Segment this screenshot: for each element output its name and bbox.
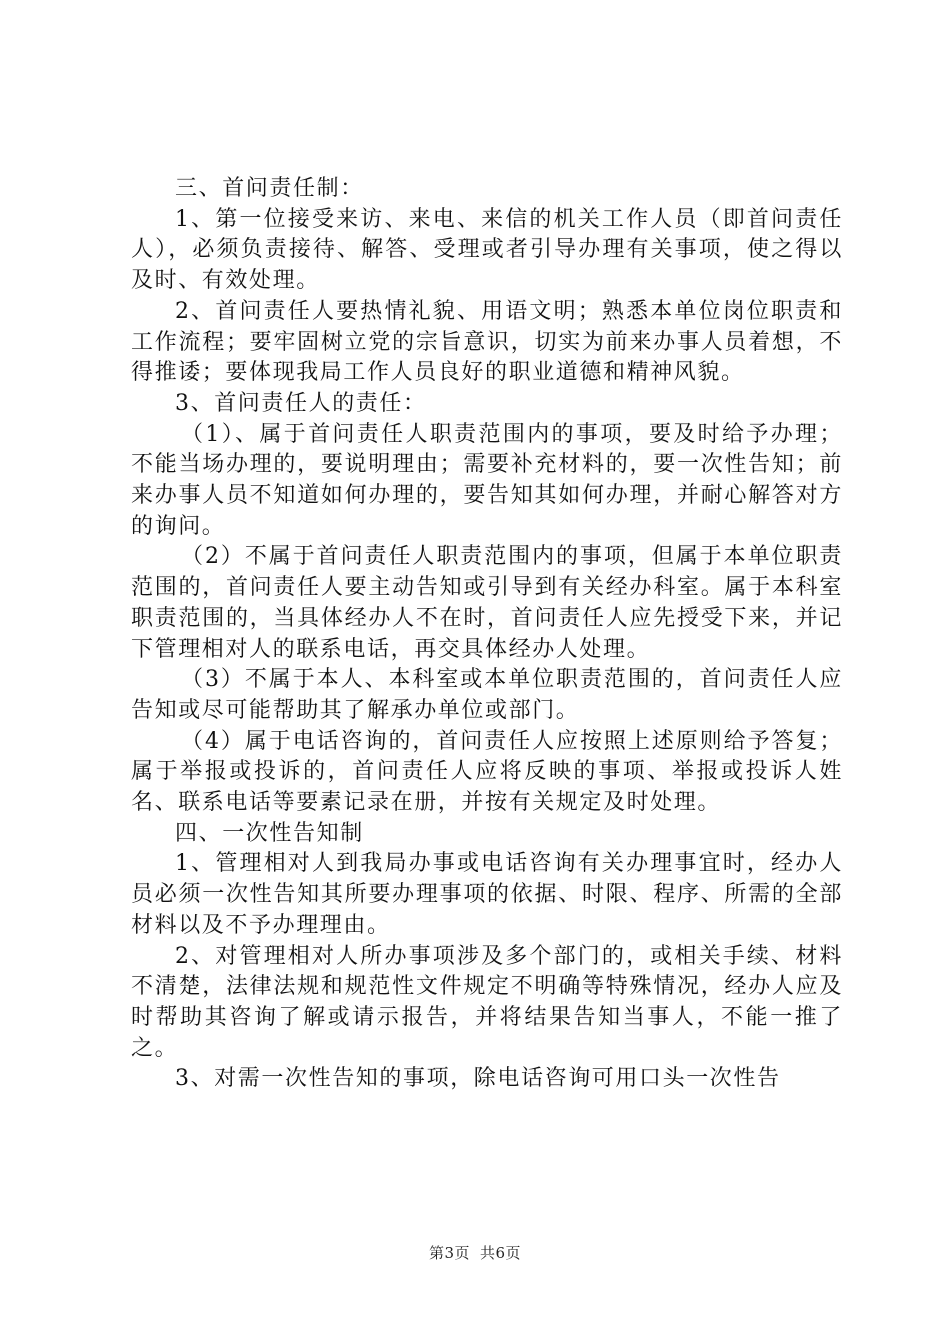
document-body xyxy=(131,174,843,1095)
paragraph: 2、首问责任人要热情礼貌、用语文明；熟悉本单位岗位职责和工作流程；要牢固树立党的宗旨意识，切实为前来办事人员着想，不得推诿；要体现我局工作人员良好的职业道德和精神风貌。 xyxy=(131,298,843,386)
section-heading-first-inquiry: 三、首问责任制： xyxy=(175,176,364,201)
paragraph: 3、对需一次性告知的事项，除电话咨询可用口头一次性告 xyxy=(175,1066,781,1092)
section-heading-one-time-notice: 四、一次性告知制 xyxy=(175,820,364,846)
page-total: 共6页 xyxy=(480,1244,522,1262)
paragraph: 1、第一位接受来访、来电、来信的机关工作人员（即首问责任人），必须负责接待、解答、受理或者引导办理有关事项，使之得以及时、有效处理。 xyxy=(131,206,843,294)
paragraph: 1、管理相对人到我局办事或电话咨询有关办理事宜时，经办人员必须一次性告知其所要办理事项的依据、时限、程序、所需的全部材料以及不予办理理由。 xyxy=(131,851,843,938)
page-footer xyxy=(0,1242,950,1263)
sub-paragraph: （2）不属于首问责任人职责范围内的事项，但属于本单位职责范围的，首问责任人要主动告知或引导到有关经办科室。属于本科室职责范围的，当具体经办人不在时，首问责任人应先授受下来，并记下管理相对人的联系电话，再交具体经办人处理。 xyxy=(131,544,843,662)
paragraph: 3、首问责任人的责任： xyxy=(175,390,427,416)
paragraph: 2、对管理相对人所办事项涉及多个部门的，或相关手续、材料不清楚，法律法规和规范性文件规定不明确等特殊情况，经办人应及时帮助其咨询了解或请示报告，并将结果告知当事人，不能一推了之。 xyxy=(131,943,843,1061)
sub-paragraph: （4）属于电话咨询的，首问责任人应按照上述原则给予答复；属于举报或投诉的，首问责任人应将反映的事项、举报或投诉人姓名、联系电话等要素记录在册，并按有关规定及时处理。 xyxy=(131,728,843,816)
page-number: 第3页 xyxy=(428,1244,470,1262)
sub-paragraph: （3）不属于本人、本科室或本单位职责范围的，首问责任人应告知或尽可能帮助其了解承办单位或部门。 xyxy=(131,667,843,723)
sub-paragraph: （1）、属于首问责任人职责范围内的事项，要及时给予办理；不能当场办理的，要说明理由；需要补充材料的，要一次性告知；前来办事人员不知道如何办理的，要告知其如何办理，并耐心解答对方的询问。 xyxy=(131,421,843,539)
